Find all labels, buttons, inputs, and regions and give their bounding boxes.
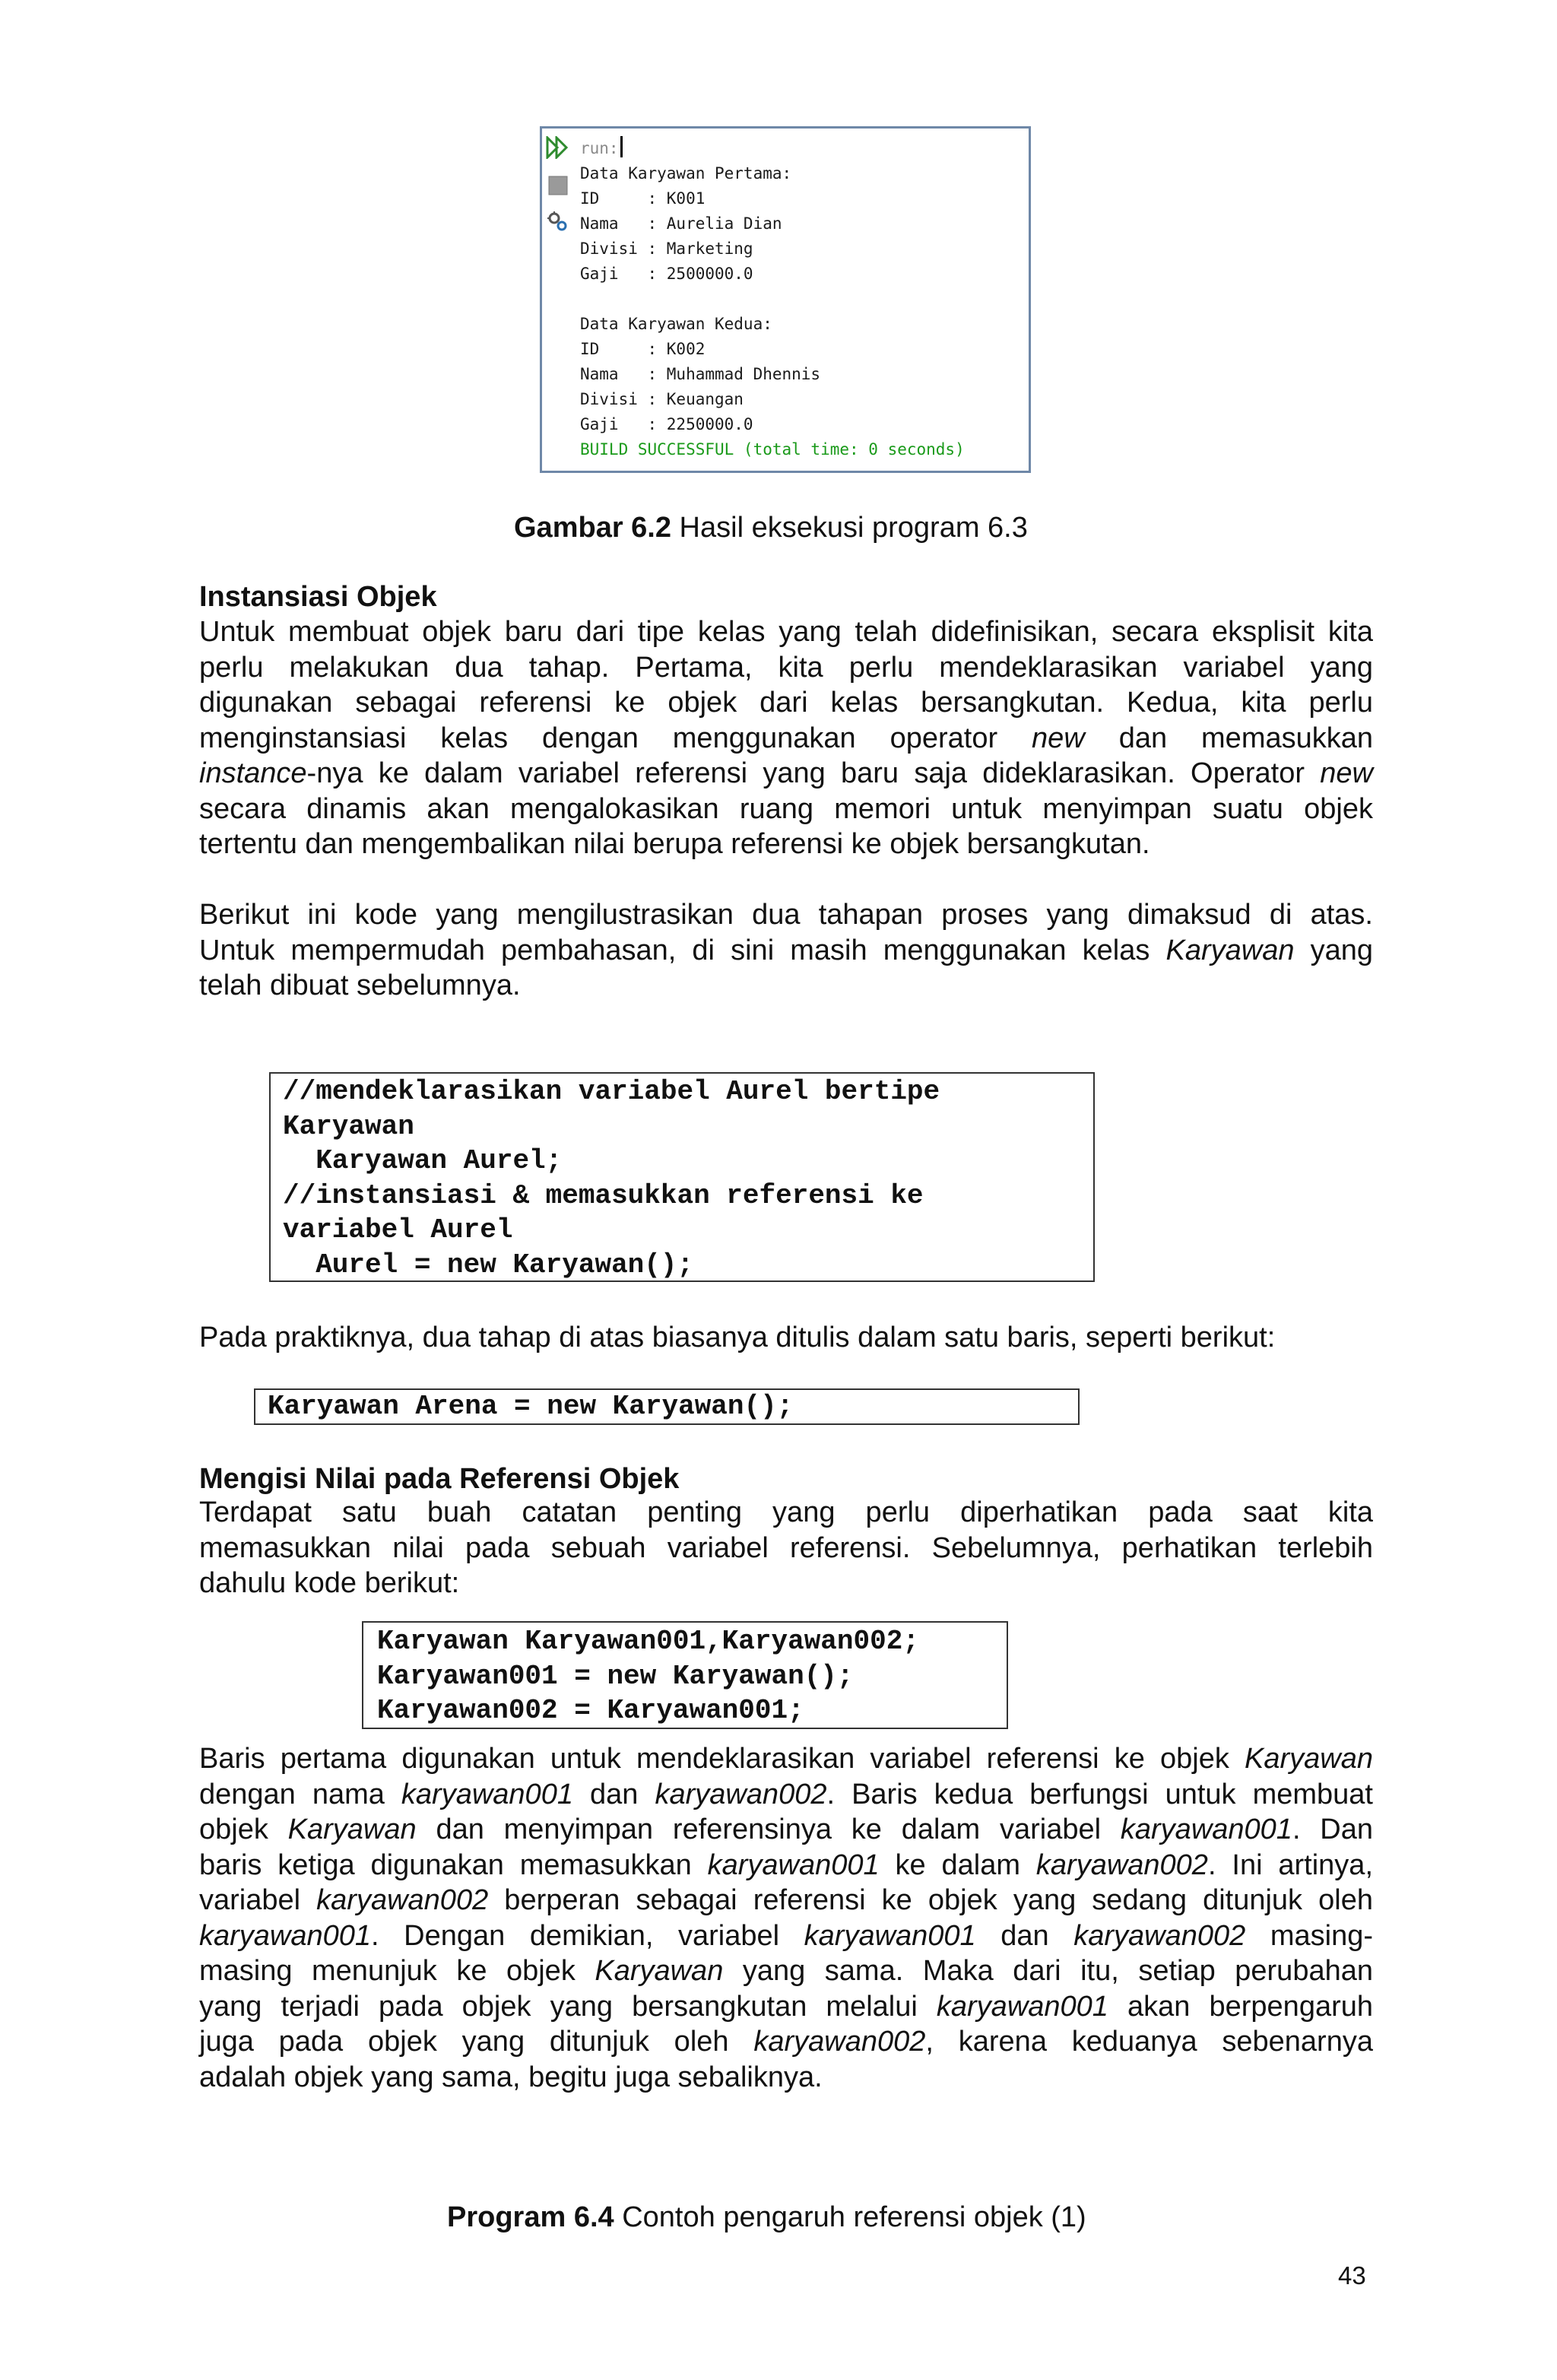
paragraph-line: [199, 1918, 1373, 1954]
text-segment: Baris pertama digunakan untuk mendeklarasikan variabel referensi ke objek: [199, 1743, 1245, 1775]
paragraph-line: [199, 933, 1373, 969]
console-output-figure: [540, 126, 1031, 473]
italic-term: karyawan002: [753, 2026, 926, 2058]
page-number: 43: [1338, 2261, 1366, 2290]
console-toolbar: [542, 129, 576, 471]
italic-term: Karyawan: [1245, 1743, 1373, 1775]
italic-term: karyawan001: [401, 1778, 573, 1810]
text-segment: dan menyimpan referensinya ke dalam variabel: [416, 1814, 1121, 1845]
program-caption-text: Contoh pengaruh referensi objek (1): [614, 2201, 1086, 2233]
italic-term: karyawan002: [316, 1884, 489, 1916]
paragraph-line: [199, 1777, 1373, 1813]
paragraph-line: [199, 756, 1373, 792]
paragraph-line: [199, 2024, 1373, 2060]
italic-term: Karyawan: [595, 1955, 724, 1987]
text-segment: dan: [572, 1778, 655, 1810]
paragraph-line: [199, 1953, 1373, 1989]
text-segment: menginstansiasi kelas dengan menggunakan operator: [199, 722, 1032, 754]
console-line: Gaji : 2250000.0: [580, 415, 753, 433]
text-segment: objek: [199, 1814, 288, 1845]
console-line: ID : K001: [580, 189, 706, 208]
text-segment: dengan nama: [199, 1778, 401, 1810]
paragraph-line: [199, 1848, 1373, 1883]
section-heading-mengisi-nilai: Mengisi Nilai pada Referensi Objek: [199, 1463, 680, 1495]
settings-icon[interactable]: [545, 209, 571, 235]
paragraph-line: telah dibuat sebelumnya.: [199, 969, 521, 1001]
paragraph-line: tertentu dan mengembalikan nilai berupa referensi ke objek bersangkutan.: [199, 828, 1150, 860]
figure-caption: [514, 509, 1028, 546]
paragraph-line: dahulu kode berikut:: [199, 1567, 460, 1599]
text-segment: . Dan: [1292, 1814, 1374, 1845]
italic-term: karyawan001: [804, 1919, 976, 1952]
stop-icon[interactable]: [545, 173, 571, 198]
console-line: Nama : Muhammad Dhennis: [580, 365, 821, 383]
code-block-one-line: Karyawan Arena = new Karyawan();: [254, 1388, 1080, 1425]
paragraph-line: digunakan sebagai referensi ke objek dari kelas bersangkutan. Kedua, kita perlu: [199, 687, 1373, 719]
italic-term: Karyawan: [1165, 934, 1295, 966]
text-segment: -nya ke dalam variabel referensi yang baru saja dideklarasikan. Operator: [306, 757, 1321, 789]
paragraph-line: [199, 1989, 1373, 2025]
console-line: Data Karyawan Pertama:: [580, 164, 792, 182]
italic-term: karyawan001: [707, 1848, 880, 1881]
console-line: ID : K002: [580, 340, 706, 358]
text-cursor: [620, 136, 623, 157]
program-caption: [447, 2199, 1086, 2236]
paragraph-line: memasukkan nilai pada sebuah variabel referensi. Sebelumnya, perhatikan terlebih: [199, 1531, 1373, 1564]
italic-term: karyawan001: [1120, 1814, 1292, 1845]
code-block-instansiasi: //mendeklarasikan variabel Aurel bertipe Karyawan Karyawan Aurel; //instansiasi & memasukkan referensi ke variabel Aurel Aurel = new Karyawan();: [269, 1072, 1095, 1282]
italic-term: new: [1320, 757, 1373, 789]
paragraph-line: perlu melakukan dua tahap. Pertama, kita perlu mendeklarasikan variabel yang: [199, 651, 1373, 684]
text-segment: Untuk mempermudah pembahasan, di sini masih menggunakan kelas: [199, 934, 1166, 966]
italic-term: karyawan001: [936, 1990, 1108, 2023]
console-line: [580, 287, 1023, 312]
text-segment: juga pada objek yang ditunjuk oleh: [199, 2026, 754, 2058]
paragraph-line: [199, 1812, 1373, 1848]
program-caption-label: Program 6.4: [447, 2201, 614, 2233]
console-line: run:: [580, 136, 1023, 161]
paragraph-penjelasan-referensi: [199, 1741, 1373, 2095]
italic-term: karyawan002: [1073, 1919, 1246, 1952]
console-line: Data Karyawan Kedua:: [580, 315, 772, 333]
paragraph-line: [199, 1741, 1373, 1777]
paragraph-line: [199, 1883, 1373, 1918]
italic-term: Karyawan: [287, 1814, 417, 1845]
italic-term: karyawan002: [655, 1778, 827, 1810]
paragraph-line: secara dinamis akan mengalokasikan ruang memori untuk menyimpan suatu objek: [199, 792, 1373, 825]
italic-term: instance: [199, 757, 307, 789]
text-segment: yang sama. Maka dari itu, setiap perubahan: [723, 1955, 1373, 1987]
console-line: Divisi : Marketing: [580, 240, 753, 258]
text-segment: , karena keduanya sebenarnya: [925, 2026, 1373, 2058]
paragraph-kode-tahapan: [199, 897, 1373, 1004]
text-segment: . Ini artinya,: [1207, 1848, 1373, 1881]
text-segment: . Dengan demikian, variabel: [371, 1919, 804, 1952]
section-heading-instansiasi: Instansiasi Objek: [199, 581, 437, 613]
italic-term: karyawan001: [199, 1919, 372, 1952]
code-block-referensi: Karyawan Karyawan001,Karyawan002; Karyawan001 = new Karyawan(); Karyawan002 = Karyawan001;: [362, 1621, 1008, 1729]
console-line: BUILD SUCCESSFUL (total time: 0 seconds): [580, 440, 965, 459]
text-segment: berperan sebagai referensi ke objek yang sedang ditunjuk oleh: [488, 1884, 1373, 1916]
text-segment: ke dalam: [879, 1848, 1036, 1881]
figure-caption-text: Hasil eksekusi program 6.3: [671, 512, 1028, 544]
paragraph-line: Terdapat satu buah catatan penting yang perlu diperhatikan pada saat kita: [199, 1496, 1373, 1528]
text-segment: masing menunjuk ke objek: [199, 1955, 595, 1987]
text-segment: akan berpengaruh: [1108, 1990, 1374, 2023]
text-segment: dan: [975, 1919, 1074, 1952]
text-segment: . Baris kedua berfungsi untuk membuat: [826, 1778, 1373, 1810]
text-segment: masing-: [1245, 1919, 1373, 1952]
console-line: Gaji : 2500000.0: [580, 265, 753, 283]
text-segment: baris ketiga digunakan memasukkan: [199, 1848, 708, 1881]
italic-term: karyawan002: [1035, 1848, 1208, 1881]
text-segment: variabel: [199, 1884, 317, 1916]
paragraph-instansiasi: [199, 614, 1373, 862]
paragraph-line: Berikut ini kode yang mengilustrasikan dua tahapan proses yang dimaksud di atas.: [199, 899, 1373, 931]
text-segment: yang terjadi pada objek yang bersangkutan melalui: [199, 1990, 937, 2023]
text-segment: dan memasukkan: [1084, 722, 1374, 754]
paragraph-line: [199, 721, 1373, 757]
figure-caption-label: Gambar 6.2: [514, 512, 671, 544]
console-text: [580, 136, 1023, 465]
paragraph-line: adalah objek yang sama, begitu juga sebaliknya.: [199, 2061, 823, 2093]
paragraph-line: Pada praktiknya, dua tahap di atas biasanya ditulis dalam satu baris, seperti berikut:: [199, 1322, 1276, 1353]
italic-term: new: [1032, 722, 1085, 754]
paragraph-catatan: [199, 1495, 1373, 1601]
text-segment: yang: [1294, 934, 1373, 966]
paragraph-line: Untuk membuat objek baru dari tipe kelas yang telah didefinisikan, secara eksplisit kita: [199, 616, 1373, 648]
console-line: Divisi : Keuangan: [580, 390, 744, 408]
paragraph-satu-baris: [199, 1320, 1373, 1356]
run-icon[interactable]: [545, 135, 571, 160]
console-line: Nama : Aurelia Dian: [580, 214, 782, 233]
